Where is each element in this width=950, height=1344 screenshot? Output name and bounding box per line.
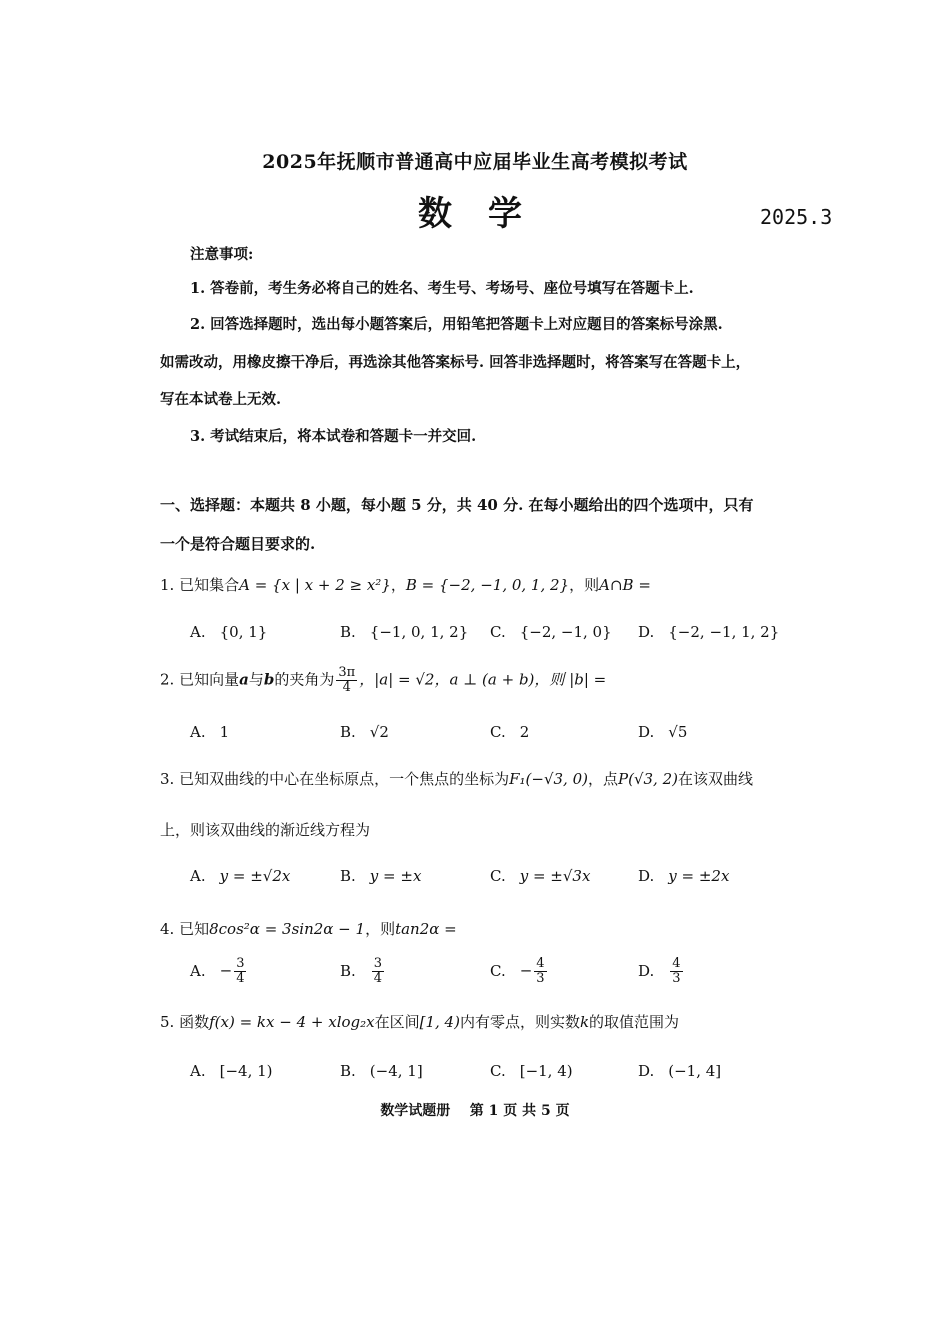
math-expression: A = {x | x + 2 ≥ x²} <box>239 576 391 594</box>
math-expression: 8cos²α = 3sin2α − 1 <box>209 920 366 938</box>
math-expression: F₁(−√3, 0) <box>509 770 588 788</box>
notice-item-2-line-1: 2. 回答选择题时，选出每小题答案后，用铅笔把答题卡上对应题目的答案标号涂黑. <box>190 316 723 333</box>
option-b <box>340 867 421 885</box>
math-fraction <box>336 666 357 695</box>
option-value: 1 <box>219 723 230 741</box>
option-a <box>190 723 229 741</box>
question-number: 3. <box>160 770 175 788</box>
notice-item-2-line-3: 写在本试卷上无效. <box>160 391 282 408</box>
option-value: [−1, 4) <box>519 1062 573 1080</box>
option-label: C. <box>490 623 506 641</box>
option-value: √5 <box>668 723 688 741</box>
fraction-numerator: 4 <box>672 956 681 971</box>
math-expression: A∩B = <box>599 576 651 594</box>
question-3 <box>160 768 753 789</box>
option-value: √2 <box>369 723 389 741</box>
option-label: A. <box>190 723 206 741</box>
option-d <box>638 623 779 641</box>
question-text: 的夹角为 <box>274 670 335 689</box>
notice-item-3: 3. 考试结束后，将本试卷和答题卡一并交回. <box>190 428 477 445</box>
option-value: {−1, 0, 1, 2} <box>369 623 469 641</box>
option-a <box>190 1062 273 1080</box>
question-text: 函数 <box>179 1013 210 1031</box>
option-b <box>340 723 389 741</box>
exam-date: 2025.3 <box>760 205 833 229</box>
option-label: B. <box>340 961 356 980</box>
option-value: y = ±√3x <box>519 867 591 885</box>
question-4 <box>160 918 457 939</box>
option-label: A. <box>190 1062 206 1080</box>
option-c <box>490 723 529 741</box>
notice-heading: 注意事项: <box>190 246 254 263</box>
math-expression: tan2α = <box>395 920 457 938</box>
question-text: 已知 <box>179 920 210 938</box>
option-label: A. <box>190 867 206 885</box>
option-value: (−1, 4] <box>668 1062 722 1080</box>
question-number: 1. <box>160 576 175 594</box>
option-value: (−4, 1] <box>369 1062 423 1080</box>
option-b <box>340 1062 423 1080</box>
math-expression: P(√3, 2) <box>618 770 678 788</box>
question-5 <box>160 1011 679 1032</box>
option-value: 2 <box>519 723 530 741</box>
math-expression: ，则 |b| = <box>534 670 607 689</box>
option-value: {−2, −1, 0} <box>519 623 612 641</box>
option-label: C. <box>490 867 506 885</box>
math-vector: a <box>239 670 249 689</box>
question-number: 4. <box>160 920 175 938</box>
option-a <box>190 867 290 885</box>
option-value: {−2, −1, 1, 2} <box>668 623 780 641</box>
notice-item-2-line-2: 如需改动，用橡皮擦干净后，再选涂其他答案标号. 回答非选择题时，将答案写在答题卡上， <box>160 354 751 371</box>
option-label: D. <box>638 1062 655 1080</box>
option-label: B. <box>340 723 356 741</box>
option-label: A. <box>190 961 206 980</box>
option-label: A. <box>190 623 206 641</box>
option-label: B. <box>340 867 356 885</box>
question-text: ，则 <box>569 576 600 594</box>
option-c <box>490 1062 573 1080</box>
question-text: 已知向量 <box>179 670 240 689</box>
fraction-numerator: 3 <box>236 956 245 971</box>
question-text: ， <box>390 576 406 594</box>
math-vector: b <box>263 670 275 689</box>
math-fraction <box>372 957 384 986</box>
option-d <box>638 957 685 986</box>
exam-title: 2025年抚顺市普通高中应届毕业生高考模拟考试 <box>262 151 688 173</box>
fraction-denominator: 4 <box>236 971 245 986</box>
question-3-line-2: 上，则该双曲线的渐近线方程为 <box>160 821 371 839</box>
option-sign: − <box>219 961 233 980</box>
option-c <box>490 867 590 885</box>
option-value: y = ±2x <box>668 867 730 885</box>
option-value: y = ±√2x <box>219 867 291 885</box>
option-label: D. <box>638 867 655 885</box>
option-b <box>340 623 468 641</box>
math-fraction <box>670 957 682 986</box>
section-heading-line-2: 一个是符合题目要求的. <box>160 535 316 553</box>
option-label: C. <box>490 723 506 741</box>
question-text: 与 <box>248 670 264 689</box>
option-label: D. <box>638 723 655 741</box>
question-text: 已知集合 <box>179 576 240 594</box>
question-text: ，则 <box>365 920 396 938</box>
option-value: [−4, 1) <box>219 1062 273 1080</box>
section-heading-line-1: 一、选择题：本题共 8 小题，每小题 5 分，共 40 分. 在每小题给出的四个选项中，只有 <box>160 496 754 514</box>
option-value: {0, 1} <box>219 623 268 641</box>
option-c <box>490 623 612 641</box>
option-label: C. <box>490 1062 506 1080</box>
question-text: 在区间 <box>374 1013 420 1031</box>
math-expression: ，a ⊥ (a + b) <box>434 670 535 689</box>
fraction-denominator: 4 <box>373 971 383 986</box>
math-expression: [1, 4) <box>419 1013 460 1031</box>
math-expression: ，|a| = √2 <box>359 670 435 689</box>
option-label: D. <box>638 961 655 980</box>
notice-item-1: 1. 答卷前，考生务必将自己的姓名、考生号、考场号、座位号填写在答题卡上. <box>190 280 694 297</box>
question-text: 已知双曲线的中心在坐标原点，一个焦点的坐标为 <box>179 770 510 788</box>
option-label: C. <box>490 961 506 980</box>
question-1 <box>160 574 651 595</box>
option-b <box>340 957 386 986</box>
math-variable: k <box>579 1013 590 1031</box>
option-d <box>638 867 729 885</box>
question-text: 在该双曲线 <box>677 770 753 788</box>
fraction-numerator: 3 <box>373 956 383 971</box>
question-text: 内有零点，则实数 <box>459 1013 580 1031</box>
question-text: ，点 <box>587 770 618 788</box>
option-sign: − <box>519 961 533 980</box>
option-label: B. <box>340 1062 356 1080</box>
math-fraction <box>534 957 546 986</box>
fraction-denominator: 4 <box>342 680 351 695</box>
option-d <box>638 1062 721 1080</box>
option-label: B. <box>340 623 356 641</box>
math-expression: B = {−2, −1, 0, 1, 2} <box>405 576 570 594</box>
option-label: D. <box>638 623 655 641</box>
option-c <box>490 957 549 986</box>
option-a <box>190 623 267 641</box>
question-2 <box>160 666 606 695</box>
option-d <box>638 723 687 741</box>
option-value: y = ±x <box>369 867 422 885</box>
question-number: 2. <box>160 670 175 689</box>
option-a <box>190 957 248 986</box>
math-fraction <box>234 957 246 986</box>
math-expression: f(x) = kx − 4 + xlog₂x <box>209 1013 375 1031</box>
subject-title: 数学 <box>418 194 558 234</box>
question-number: 5. <box>160 1013 175 1031</box>
fraction-numerator: 4 <box>536 956 545 971</box>
fraction-numerator: 3π <box>338 665 356 680</box>
fraction-denominator: 3 <box>536 971 545 986</box>
question-text: 的取值范围为 <box>589 1013 680 1031</box>
page-footer: 数学试题册 第 1 页 共 5 页 <box>380 1103 570 1119</box>
fraction-denominator: 3 <box>672 971 681 986</box>
